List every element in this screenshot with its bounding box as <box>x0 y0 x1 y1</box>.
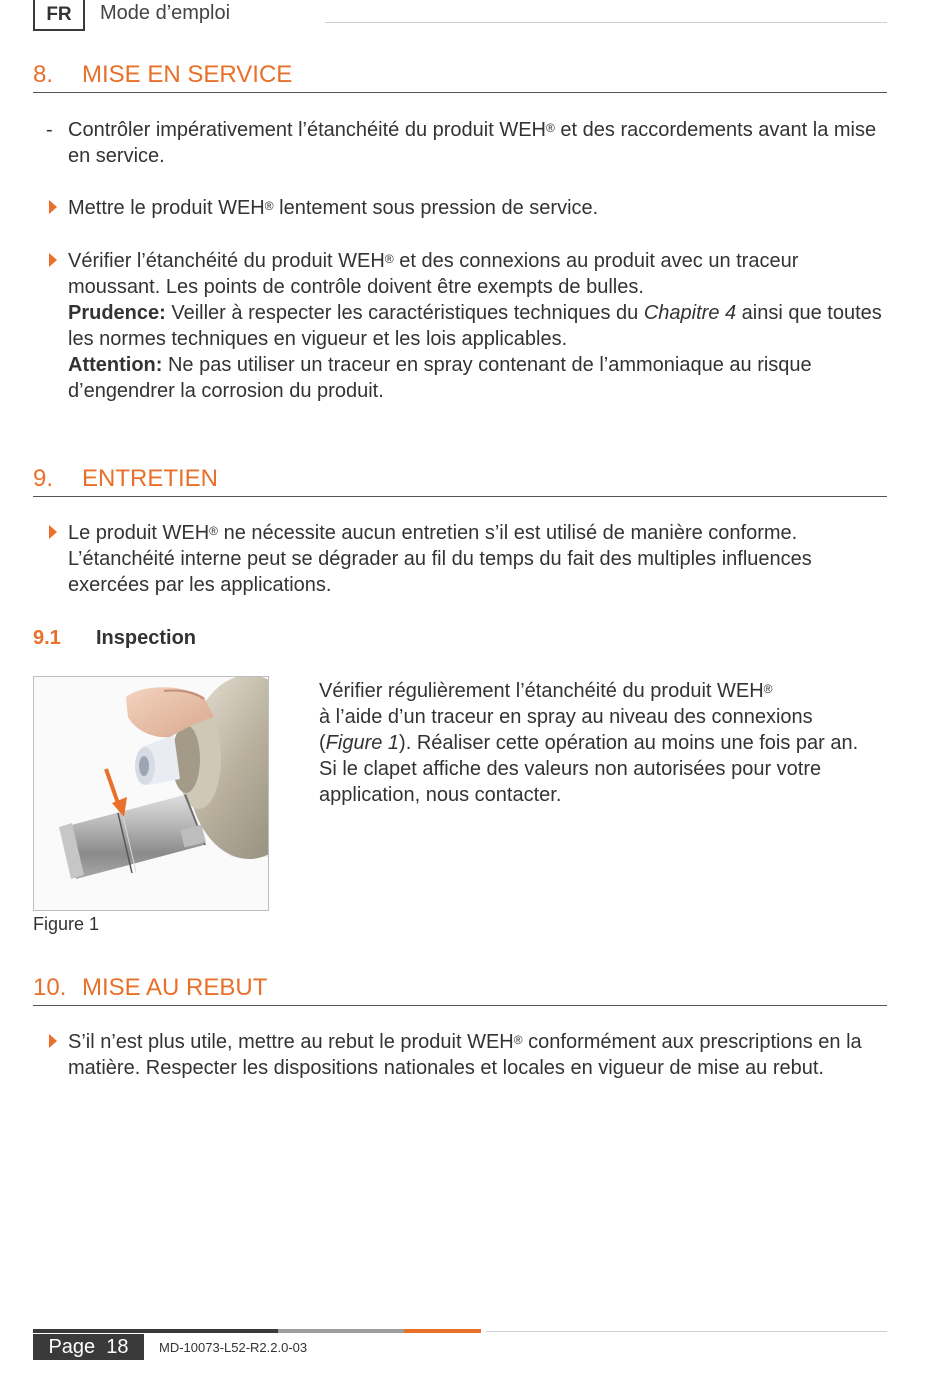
figure-reference: Figure 1 <box>325 732 400 754</box>
section-number: 9. <box>33 465 54 492</box>
footer-bar-grey <box>278 1329 404 1333</box>
section-title: ENTRETIEN <box>82 465 219 492</box>
section-10-step: S’il n’est plus utile, mettre au rebut le produit WEH® conformément aux prescriptions en la matière. Respecter les dispositions nationales et locales en vigueur de mise au rebut. <box>68 1031 862 1079</box>
subsection-number: 9.1 <box>33 627 61 649</box>
header-rule <box>325 22 887 23</box>
header-title: Mode d’emploi <box>100 2 231 24</box>
footer-bar-dark <box>33 1329 278 1333</box>
step-arrow-icon <box>49 253 57 267</box>
dash-marker: - <box>46 119 53 141</box>
step-arrow-icon <box>49 200 57 214</box>
step-arrow-icon <box>49 1034 57 1048</box>
attention-label: Attention: <box>68 354 163 376</box>
step-arrow-icon <box>49 525 57 539</box>
section-number: 10. <box>33 974 67 1001</box>
section-8-step-2: Vérifier l’étanchéité du produit WEH® et des connexions au produit avec un traceur moussant. Les points de contrôle doivent être exempts de bulles. Prudence: Veiller à respecter les caractéristiques techniques du Chapitre 4 ainsi que toutes les normes techniques en vigueur et les lois applicables. Attention: Ne pas utiliser un traceur en spray contenant de l’ammoniaque au risque d’engendrer la corrosion du produit. <box>68 250 882 402</box>
section-9-heading <box>33 467 887 497</box>
figure-1-image <box>33 676 269 911</box>
caution-label: Prudence: <box>68 302 166 324</box>
section-8-dash-item: Contrôler impérativement l’étanchéité du produit WEH® et des raccordements avant la mise en service. <box>68 119 877 167</box>
subsection-title: Inspection <box>96 627 197 649</box>
section-title: MISE EN SERVICE <box>82 61 293 88</box>
footer-rule <box>486 1331 887 1332</box>
language-badge: FR <box>33 0 85 31</box>
chapter-reference: Chapitre 4 <box>643 302 737 324</box>
footer-bar-orange <box>404 1329 481 1333</box>
document-id: MD-10073-L52-R2.2.0-03 <box>159 1340 308 1355</box>
page-number: Page 18 <box>33 1334 144 1360</box>
section-title: MISE AU REBUT <box>82 974 268 1001</box>
leak-test-spray-illustration <box>34 677 269 911</box>
section-10-heading <box>33 976 887 1006</box>
section-8-heading <box>33 63 887 93</box>
inspection-text: Vérifier régulièrement l’étanchéité du produit WEH® à l’aide d’un traceur en spray au niveau des connexions (Figure 1). Réaliser cette opération au moins une fois par an. Si le clapet affiche des valeurs non autorisées pour votre application, nous contacter. <box>319 680 859 806</box>
figure-caption: Figure 1 <box>33 914 100 934</box>
section-9-step: Le produit WEH® ne nécessite aucun entretien s’il est utilisé de manière conforme. L’étanchéité interne peut se dégrader au fil du temps du fait des multiples influences exercées par les applications. <box>68 522 812 596</box>
section-number: 8. <box>33 61 54 88</box>
section-8-step-1: Mettre le produit WEH® lentement sous pression de service. <box>68 197 599 219</box>
